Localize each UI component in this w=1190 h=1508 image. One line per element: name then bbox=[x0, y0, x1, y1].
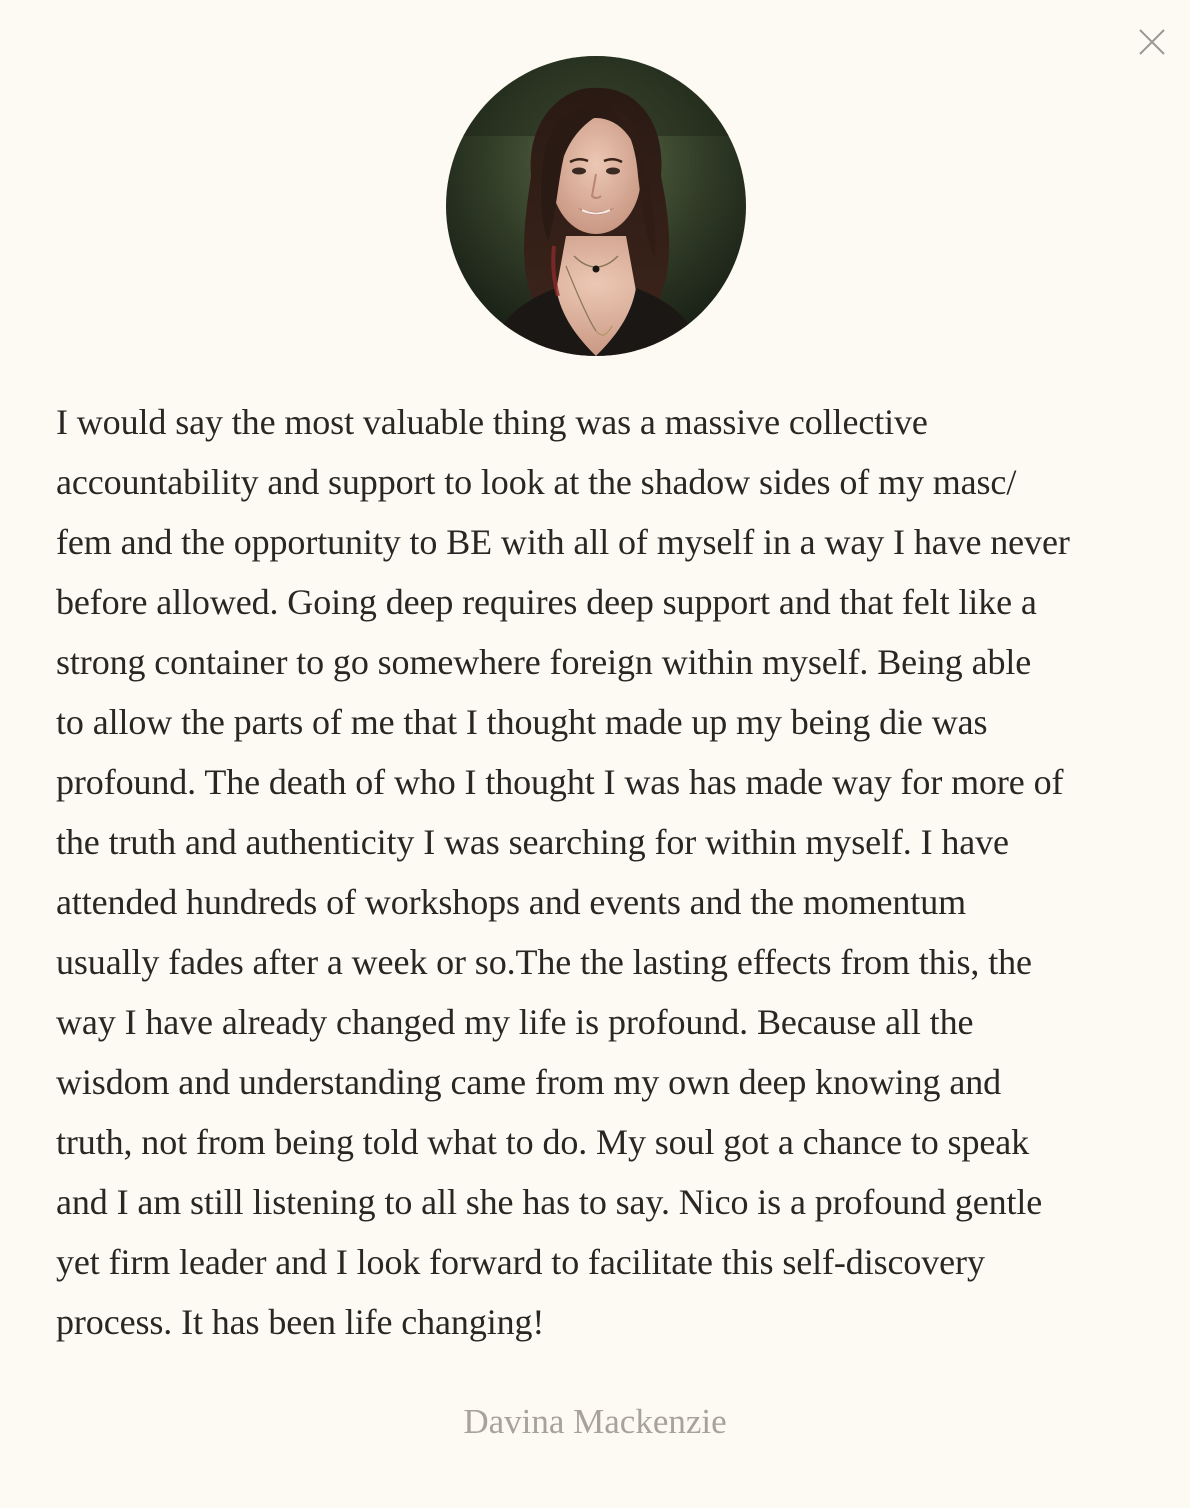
quote-line: strong container to go somewhere foreign within myself. Being able bbox=[56, 642, 1032, 682]
close-icon[interactable] bbox=[1134, 24, 1170, 60]
testimonial-author: Davina Mackenzie bbox=[463, 1402, 727, 1441]
quote-line: to allow the parts of me that I thought made up my being die was bbox=[56, 702, 988, 742]
quote-line: process. It has been life changing! bbox=[56, 1302, 545, 1342]
quote-line: I would say the most valuable thing was a massive collective bbox=[56, 402, 928, 442]
quote-line: attended hundreds of workshops and events and the momentum bbox=[56, 882, 967, 922]
quote-line: yet firm leader and I look forward to facilitate this self-discovery bbox=[56, 1242, 985, 1282]
testimonial-quote bbox=[56, 392, 1146, 1352]
avatar bbox=[446, 56, 746, 356]
quote-line: fem and the opportunity to BE with all of myself in a way I have never bbox=[56, 522, 1070, 562]
close-button[interactable] bbox=[1134, 24, 1170, 60]
portrait-photo bbox=[446, 56, 746, 356]
quote-line: before allowed. Going deep requires deep support and that felt like a bbox=[56, 582, 1037, 622]
quote-line: and I am still listening to all she has to say. Nico is a profound gentle bbox=[56, 1182, 1043, 1222]
quote-line: way I have already changed my life is profound. Because all the bbox=[56, 1002, 974, 1042]
quote-line: profound. The death of who I thought I was has made way for more of bbox=[56, 762, 1064, 802]
quote-line: accountability and support to look at the shadow sides of my masc/ bbox=[56, 462, 1017, 502]
quote-line: the truth and authenticity I was searching for within myself. I have bbox=[56, 822, 1009, 862]
quote-line: usually fades after a week or so.The the lasting effects from this, the bbox=[56, 942, 1032, 982]
quote-line: wisdom and understanding came from my own deep knowing and bbox=[56, 1062, 1002, 1102]
quote-line: truth, not from being told what to do. My soul got a chance to speak bbox=[56, 1122, 1030, 1162]
